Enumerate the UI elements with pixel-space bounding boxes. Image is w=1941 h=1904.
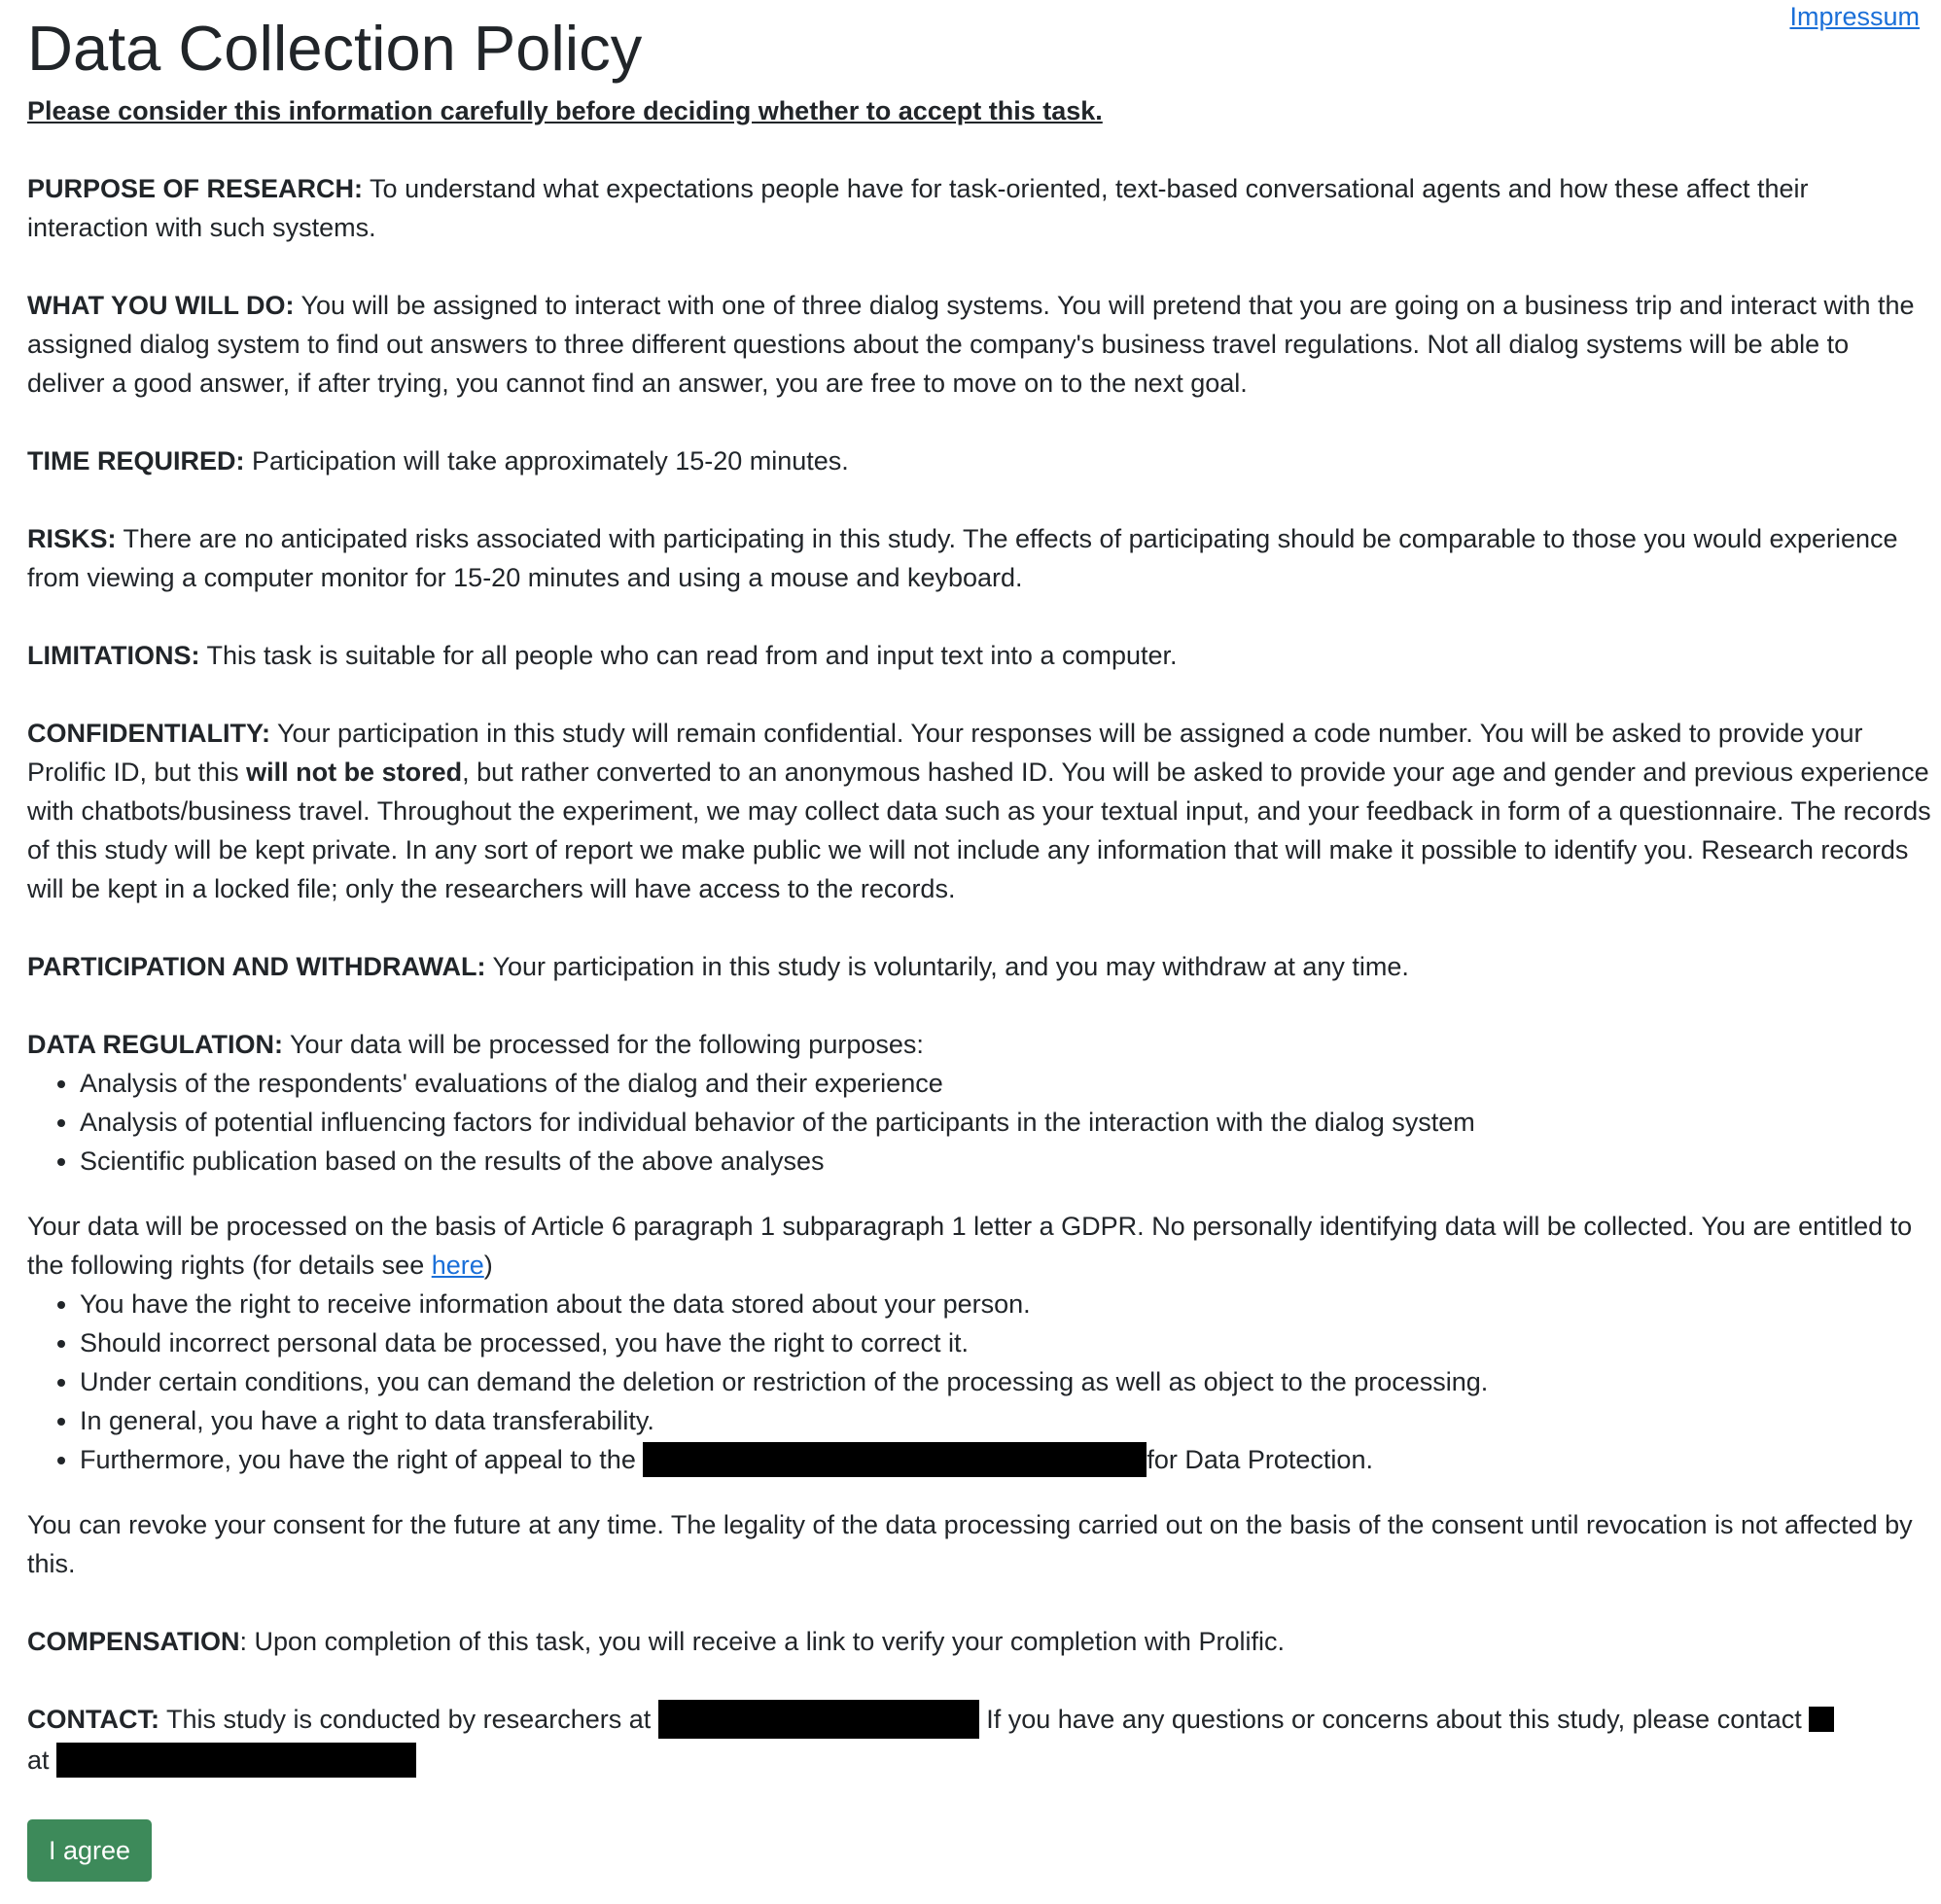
redacted-contact-email xyxy=(56,1743,416,1778)
risks-text: There are no anticipated risks associated with participating in this study. The effects of participating should be comparable to those you would experience from viewing a computer monitor for 15-20 minutes and using a mouse and keyboard. xyxy=(27,524,1898,592)
limitations-text: This task is suitable for all people who can read from and input text into a computer. xyxy=(199,641,1178,670)
appeal-text-after: for Data Protection. xyxy=(1147,1445,1373,1474)
limitations-label: LIMITATIONS: xyxy=(27,641,200,670)
redacted-contact-name xyxy=(1809,1707,1834,1732)
purpose-section xyxy=(27,169,1933,247)
data-regulation-intro xyxy=(27,1025,1933,1064)
time-required-text: Participation will take approximately 15-20 minutes. xyxy=(244,446,849,476)
revoke-section: You can revoke your consent for the future at any time. The legality of the data processing carried out on the basis of the consent until revocation is not affected by this. xyxy=(27,1510,1913,1578)
contact-section xyxy=(27,1700,1933,1780)
right-item: • You have the right to receive information about the data stored about your person. xyxy=(80,1285,1933,1323)
policy-page xyxy=(27,0,1933,1882)
right-item: • Should incorrect personal data be processed, you have the right to correct it. xyxy=(80,1323,1933,1362)
purpose-text: To understand what expectations people have for task-oriented, text-based conversational agents and how these affect their interaction with such systems. xyxy=(27,174,1809,242)
purpose-item: • Analysis of potential influencing factors for individual behavior of the participants in the interaction with the dialog system xyxy=(80,1103,1933,1142)
agree-button[interactable]: I agree xyxy=(27,1819,152,1882)
confidentiality-text-before: Your participation in this study will remain confidential. Your responses will be assigned a code number. You will be asked to provide your Prolific ID, but this xyxy=(27,719,1863,787)
time-required-label: TIME REQUIRED: xyxy=(27,446,245,476)
appeal-text-before: Furthermore, you have the right of appeal to the xyxy=(80,1445,644,1474)
page-title: Data Collection Policy xyxy=(27,13,643,84)
purpose-item: • Scientific publication based on the results of the above analyses xyxy=(80,1142,1933,1181)
what-you-will-do-label: WHAT YOU WILL DO: xyxy=(27,291,295,320)
contact-text-middle: If you have any questions or concerns about this study, please contact xyxy=(978,1705,1810,1734)
participation-text: Your participation in this study is voluntarily, and you may withdraw at any time. xyxy=(485,952,1409,981)
risks-label: RISKS: xyxy=(27,524,117,553)
purpose-label: PURPOSE OF RESEARCH: xyxy=(27,174,364,203)
compensation-section xyxy=(27,1622,1933,1661)
what-you-will-do-text: You will be assigned to interact with one of three dialog systems. You will pretend that you are going on a business trip and interact with the assigned dialog system to find out answers to three different questions about the company's business travel regulations. Not all dialog systems will be able to deliver a good answer, if after trying, you cannot find an answer, you are free to move on to the next goal. xyxy=(27,291,1915,398)
confidentiality-label: CONFIDENTIALITY: xyxy=(27,719,270,748)
data-regulation-text: Your data will be processed for the following purposes: xyxy=(282,1030,924,1059)
what-you-will-do-section xyxy=(27,286,1933,403)
rights-list xyxy=(27,1285,1933,1479)
right-item-appeal xyxy=(80,1440,1933,1479)
confidentiality-emphasis: will not be stored xyxy=(246,758,463,787)
right-item: • In general, you have a right to data transferability. xyxy=(80,1401,1933,1440)
data-regulation-label: DATA REGULATION: xyxy=(27,1030,283,1059)
lead-notice: Please consider this information carefully before deciding whether to accept this task. xyxy=(27,96,1103,125)
confidentiality-text-after: , but rather converted to an anonymous hashed ID. You will be asked to provide your age and gender and previous experience with chatbots/business travel. Throughout the experiment, we may collect data such as your textual input, and your feedback in form of a questionnaire. The records of this study will be kept private. In any sort of report we make public we will not include any information that will make it possible to identify you. Research records will be kept in a locked file; only the researchers will have access to the records. xyxy=(27,758,1931,903)
contact-label: CONTACT: xyxy=(27,1705,159,1734)
risks-section xyxy=(27,519,1933,597)
data-regulation-section xyxy=(27,1025,1933,1479)
time-required-section xyxy=(27,441,1933,480)
purposes-list xyxy=(27,1064,1933,1181)
gdpr-basis xyxy=(27,1207,1933,1285)
gdpr-basis-text: Your data will be processed on the basis of Article 6 paragraph 1 subparagraph 1 letter a GDPR. No personally identifying data will be collected. You are entitled to the following rights (for details see xyxy=(27,1212,1913,1280)
compensation-text: : Upon completion of this task, you will receive a link to verify your completion with Prolific. xyxy=(239,1627,1285,1656)
impressum-link[interactable]: Impressum xyxy=(1789,2,1920,31)
right-item: • Under certain conditions, you can demand the deletion or restriction of the processing as well as object to the processing. xyxy=(80,1362,1933,1401)
contact-text-before: This study is conducted by researchers at xyxy=(159,1705,658,1734)
compensation-label: COMPENSATION xyxy=(27,1627,240,1656)
confidentiality-section xyxy=(27,714,1933,908)
participation-label: PARTICIPATION AND WITHDRAWAL: xyxy=(27,952,486,981)
gdpr-basis-close: ) xyxy=(483,1251,493,1280)
limitations-section xyxy=(27,636,1933,675)
purpose-item: • Analysis of the respondents' evaluations of the dialog and their experience xyxy=(80,1064,1933,1103)
redacted-authority xyxy=(643,1442,1147,1477)
participation-section xyxy=(27,947,1933,986)
contact-text-at: at xyxy=(27,1745,57,1775)
rights-details-link[interactable]: here xyxy=(431,1251,484,1280)
redacted-institution xyxy=(658,1700,979,1739)
